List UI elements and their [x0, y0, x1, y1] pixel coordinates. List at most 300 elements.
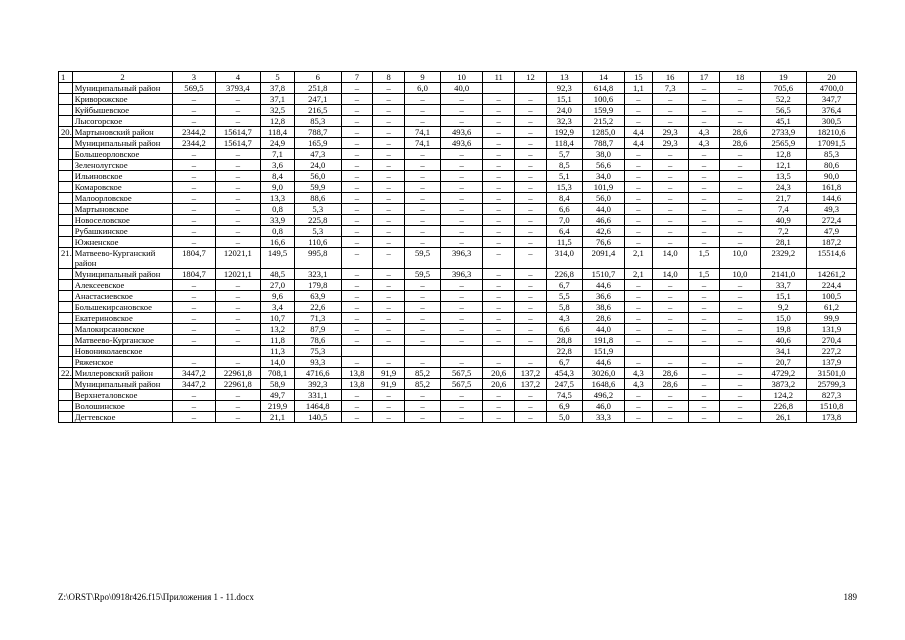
table-cell: 137,9 — [807, 357, 857, 368]
table-cell: – — [515, 160, 547, 171]
table-cell: – — [483, 401, 515, 412]
table-cell: – — [373, 204, 405, 215]
table-cell: – — [215, 390, 261, 401]
table-cell: – — [405, 171, 441, 182]
table-cell: – — [215, 237, 261, 248]
table-cell: – — [173, 357, 215, 368]
table-cell: – — [720, 313, 760, 324]
table-cell: 33,7 — [760, 280, 807, 291]
table-cell: – — [441, 280, 483, 291]
table-cell: – — [215, 401, 261, 412]
table-cell: 2,1 — [625, 269, 653, 280]
table-cell: 85,3 — [294, 116, 341, 127]
table-cell: 8,4 — [546, 193, 582, 204]
table-cell — [59, 324, 73, 335]
table-cell: – — [515, 127, 547, 138]
header-cell: 20 — [807, 72, 857, 83]
table-cell: – — [720, 83, 760, 94]
table-cell: 5,3 — [294, 204, 341, 215]
table-cell: 137,2 — [515, 368, 547, 379]
table-cell: – — [405, 313, 441, 324]
table-cell: – — [652, 171, 688, 182]
table-cell: – — [720, 105, 760, 116]
table-cell: 59,5 — [405, 269, 441, 280]
table-cell: 56,6 — [582, 160, 624, 171]
table-cell: – — [341, 105, 373, 116]
table-cell: – — [173, 302, 215, 313]
table-cell: – — [215, 280, 261, 291]
table-cell: 7,3 — [652, 83, 688, 94]
table-cell: – — [652, 313, 688, 324]
table-cell: 21. — [59, 248, 73, 269]
row-label: Лысогорское — [72, 116, 173, 127]
table-cell: 9,2 — [760, 302, 807, 313]
table-cell: 173,8 — [807, 412, 857, 423]
table-cell: – — [405, 280, 441, 291]
table-cell: – — [173, 412, 215, 423]
table-cell: – — [688, 412, 720, 423]
table-cell: – — [483, 226, 515, 237]
table-cell: – — [688, 193, 720, 204]
table-cell: 216,5 — [294, 105, 341, 116]
table-cell: – — [441, 237, 483, 248]
table-cell: – — [373, 357, 405, 368]
table-cell: – — [441, 226, 483, 237]
table-cell: – — [652, 280, 688, 291]
table-cell: – — [341, 313, 373, 324]
table-cell: – — [173, 149, 215, 160]
table-cell: 93,3 — [294, 357, 341, 368]
table-cell: 28,6 — [652, 368, 688, 379]
table-cell: 392,3 — [294, 379, 341, 390]
table-cell: – — [441, 160, 483, 171]
table-cell: – — [688, 390, 720, 401]
table-cell: 1510,7 — [582, 269, 624, 280]
table-cell: 33,9 — [261, 215, 295, 226]
table-cell: – — [441, 149, 483, 160]
table-cell: 19,8 — [760, 324, 807, 335]
table-cell: – — [483, 291, 515, 302]
table-cell: – — [373, 412, 405, 423]
header-cell: 4 — [215, 72, 261, 83]
table-cell: – — [341, 171, 373, 182]
table-cell: – — [373, 116, 405, 127]
header-cell: 16 — [652, 72, 688, 83]
table-cell: – — [341, 335, 373, 346]
table-cell: 226,8 — [760, 401, 807, 412]
table-row — [59, 302, 857, 313]
table-cell: – — [688, 116, 720, 127]
table-cell: 26,1 — [760, 412, 807, 423]
table-cell: – — [688, 204, 720, 215]
table-cell: – — [173, 105, 215, 116]
table-cell: – — [483, 215, 515, 226]
table-cell: – — [441, 302, 483, 313]
table-cell: – — [652, 291, 688, 302]
table-cell: – — [405, 412, 441, 423]
table-cell: 247,1 — [294, 94, 341, 105]
header-cell: 10 — [441, 72, 483, 83]
row-label: Матвеево-Курганское — [72, 335, 173, 346]
table-cell: 3873,2 — [760, 379, 807, 390]
table-cell — [59, 193, 73, 204]
table-row — [59, 182, 857, 193]
table-row — [59, 105, 857, 116]
table-cell: – — [373, 171, 405, 182]
header-cell: 14 — [582, 72, 624, 83]
table-cell: 2,1 — [625, 248, 653, 269]
table-cell: 8,4 — [261, 171, 295, 182]
table-cell: 17091,5 — [807, 138, 857, 149]
table-cell: 827,3 — [807, 390, 857, 401]
table-cell: – — [341, 248, 373, 269]
header-row — [59, 72, 857, 83]
table-cell: 1804,7 — [173, 248, 215, 269]
table-cell: 20,7 — [760, 357, 807, 368]
table-cell: 124,2 — [760, 390, 807, 401]
table-cell: 15514,6 — [807, 248, 857, 269]
table-row — [59, 390, 857, 401]
table-cell: 12021,1 — [215, 269, 261, 280]
table-cell: – — [373, 313, 405, 324]
table-cell: – — [625, 335, 653, 346]
table-cell: 2733,9 — [760, 127, 807, 138]
table-cell: – — [215, 412, 261, 423]
header-cell: 13 — [546, 72, 582, 83]
table-cell: 493,6 — [441, 138, 483, 149]
table-cell: 40,0 — [441, 83, 483, 94]
table-cell: – — [441, 401, 483, 412]
table-cell — [59, 335, 73, 346]
table-cell: – — [720, 412, 760, 423]
table-cell: – — [625, 116, 653, 127]
table-cell: 24,3 — [760, 182, 807, 193]
table-cell: – — [720, 215, 760, 226]
table-cell: – — [441, 204, 483, 215]
table-cell: 46,0 — [582, 401, 624, 412]
header-cell: 6 — [294, 72, 341, 83]
table-cell: – — [405, 94, 441, 105]
table-cell: – — [173, 182, 215, 193]
table-cell: 22961,8 — [215, 368, 261, 379]
table-cell: 32,3 — [546, 116, 582, 127]
table-cell — [625, 346, 653, 357]
table-cell: 4700,0 — [807, 83, 857, 94]
table-cell: 27,0 — [261, 280, 295, 291]
table-cell: 52,2 — [760, 94, 807, 105]
table-cell: 2091,4 — [582, 248, 624, 269]
table-cell: – — [173, 215, 215, 226]
table-cell: 1,1 — [625, 83, 653, 94]
table-cell: 151,9 — [582, 346, 624, 357]
table-row — [59, 193, 857, 204]
table-cell — [652, 346, 688, 357]
table-cell: 705,6 — [760, 83, 807, 94]
table-cell: 28,6 — [582, 313, 624, 324]
header-cell: 19 — [760, 72, 807, 83]
table-cell: 91,9 — [373, 368, 405, 379]
table-cell: – — [688, 291, 720, 302]
table-cell: 47,3 — [294, 149, 341, 160]
table-cell: 13,2 — [261, 324, 295, 335]
table-cell: 75,3 — [294, 346, 341, 357]
row-label: Муниципальный район — [72, 269, 173, 280]
table-cell: 76,6 — [582, 237, 624, 248]
table-cell: – — [483, 127, 515, 138]
header-cell: 12 — [515, 72, 547, 83]
table-cell: – — [688, 302, 720, 313]
table-cell: – — [515, 313, 547, 324]
table-cell: 10,0 — [720, 269, 760, 280]
table-cell: – — [441, 324, 483, 335]
table-cell: 32,5 — [261, 105, 295, 116]
table-cell: – — [373, 193, 405, 204]
table-cell — [173, 346, 215, 357]
header-cell: 17 — [688, 72, 720, 83]
table-cell: – — [483, 302, 515, 313]
table-cell: – — [405, 116, 441, 127]
table-cell — [59, 302, 73, 313]
table-cell: – — [215, 302, 261, 313]
table-cell: 191,8 — [582, 335, 624, 346]
table-row — [59, 291, 857, 302]
table-cell: 118,4 — [546, 138, 582, 149]
table-cell: – — [652, 193, 688, 204]
table-cell — [59, 237, 73, 248]
table-cell: – — [373, 160, 405, 171]
table-cell: 179,8 — [294, 280, 341, 291]
table-cell: – — [625, 105, 653, 116]
header-cell: 8 — [373, 72, 405, 83]
table-cell: – — [173, 313, 215, 324]
table-cell: – — [173, 390, 215, 401]
table-cell: 788,7 — [582, 138, 624, 149]
table-cell: – — [405, 149, 441, 160]
table-cell: – — [688, 226, 720, 237]
table-cell: – — [373, 94, 405, 105]
table-cell: 131,9 — [807, 324, 857, 335]
table-cell: – — [441, 291, 483, 302]
table-cell: 44,6 — [582, 280, 624, 291]
table-cell: 63,9 — [294, 291, 341, 302]
table-cell: – — [720, 291, 760, 302]
table-cell — [59, 160, 73, 171]
table-cell: – — [515, 193, 547, 204]
table-cell — [59, 215, 73, 226]
table-cell: – — [652, 160, 688, 171]
table-row — [59, 313, 857, 324]
table-cell: – — [215, 324, 261, 335]
table-cell: – — [441, 116, 483, 127]
table-row — [59, 171, 857, 182]
row-label: Муниципальный район — [72, 379, 173, 390]
table-cell: – — [720, 237, 760, 248]
table-cell: – — [173, 160, 215, 171]
row-label: Алексеевское — [72, 280, 173, 291]
table-cell: – — [341, 291, 373, 302]
table-cell: – — [720, 324, 760, 335]
table-cell: 2141,0 — [760, 269, 807, 280]
table-cell: 4,3 — [688, 138, 720, 149]
table-cell: 85,3 — [807, 149, 857, 160]
table-cell: 496,2 — [582, 390, 624, 401]
table-cell: – — [215, 335, 261, 346]
table-cell: – — [720, 335, 760, 346]
header-cell: 3 — [173, 72, 215, 83]
table-cell: 28,8 — [546, 335, 582, 346]
table-cell: 28,1 — [760, 237, 807, 248]
table-cell: 3,4 — [261, 302, 295, 313]
table-cell: – — [173, 335, 215, 346]
table-cell: 44,6 — [582, 357, 624, 368]
table-cell: – — [373, 182, 405, 193]
table-cell: – — [173, 116, 215, 127]
table-cell: – — [441, 215, 483, 226]
table-cell: 159,9 — [582, 105, 624, 116]
table-cell: – — [483, 335, 515, 346]
table-cell: 13,5 — [760, 171, 807, 182]
table-cell: – — [341, 138, 373, 149]
table-cell: – — [341, 269, 373, 280]
table-cell — [59, 105, 73, 116]
table-cell: – — [373, 280, 405, 291]
table-cell: 9,6 — [261, 291, 295, 302]
row-label: Анастасиевское — [72, 291, 173, 302]
table-cell: 24,0 — [294, 160, 341, 171]
table-cell: 9,0 — [261, 182, 295, 193]
table-cell: – — [173, 204, 215, 215]
table-row — [59, 324, 857, 335]
table-cell: 78,6 — [294, 335, 341, 346]
table-cell: – — [515, 412, 547, 423]
table-cell — [59, 83, 73, 94]
table-row — [59, 215, 857, 226]
table-cell: – — [441, 390, 483, 401]
row-label: Большеорловское — [72, 149, 173, 160]
table-cell: – — [720, 379, 760, 390]
table-cell: – — [625, 357, 653, 368]
table-cell — [59, 149, 73, 160]
table-cell: 247,5 — [546, 379, 582, 390]
table-cell: 3793,4 — [215, 83, 261, 94]
table-cell: 59,5 — [405, 248, 441, 269]
table-cell: – — [373, 215, 405, 226]
table-cell: 90,0 — [807, 171, 857, 182]
table-cell: 15,3 — [546, 182, 582, 193]
table-cell — [59, 269, 73, 280]
table-cell: – — [373, 149, 405, 160]
table-cell: – — [405, 302, 441, 313]
table-cell: 12,8 — [261, 116, 295, 127]
table-cell: 6,4 — [546, 226, 582, 237]
table-cell: – — [652, 94, 688, 105]
table-cell — [59, 116, 73, 127]
table-cell: – — [720, 116, 760, 127]
table-cell: – — [405, 193, 441, 204]
table-cell — [59, 346, 73, 357]
table-cell: 187,2 — [807, 237, 857, 248]
table-cell: – — [483, 269, 515, 280]
table-cell: – — [483, 94, 515, 105]
table-cell: – — [341, 324, 373, 335]
table-cell — [59, 280, 73, 291]
table-cell: 3,6 — [261, 160, 295, 171]
table-cell: – — [215, 182, 261, 193]
file-path: Z:\ORST\Rpo\0918r426.f15\Приложения 1 - 11.docx — [58, 592, 254, 602]
table-cell: – — [515, 138, 547, 149]
table-cell — [59, 94, 73, 105]
table-cell: – — [373, 127, 405, 138]
table-cell: 15614,7 — [215, 138, 261, 149]
table-cell: – — [652, 149, 688, 160]
table-cell: – — [720, 357, 760, 368]
header-cell: 15 — [625, 72, 653, 83]
table-cell: – — [441, 105, 483, 116]
table-cell: – — [688, 324, 720, 335]
table-cell: – — [625, 313, 653, 324]
table-cell: 16,6 — [261, 237, 295, 248]
table-cell — [59, 291, 73, 302]
table-cell: 59,9 — [294, 182, 341, 193]
table-cell: 37,1 — [261, 94, 295, 105]
table-cell: 5,5 — [546, 291, 582, 302]
table-cell: – — [215, 193, 261, 204]
table-cell: – — [515, 237, 547, 248]
table-cell: – — [652, 302, 688, 313]
table-cell: 13,8 — [341, 368, 373, 379]
table-row — [59, 160, 857, 171]
table-cell: – — [173, 226, 215, 237]
table-cell: 28,6 — [720, 127, 760, 138]
table-cell: 7,4 — [760, 204, 807, 215]
table-cell: – — [625, 94, 653, 105]
table-cell: – — [483, 116, 515, 127]
table-cell: 47,9 — [807, 226, 857, 237]
table-cell: – — [483, 171, 515, 182]
table-cell: 227,2 — [807, 346, 857, 357]
table-cell: – — [341, 94, 373, 105]
table-cell: – — [441, 182, 483, 193]
table-row — [59, 269, 857, 280]
table-cell: 192,9 — [546, 127, 582, 138]
table-cell — [59, 390, 73, 401]
table-cell: 0,8 — [261, 204, 295, 215]
table-cell: 165,9 — [294, 138, 341, 149]
table-cell: – — [652, 182, 688, 193]
table-cell: – — [215, 226, 261, 237]
table-cell — [59, 182, 73, 193]
table-cell: – — [405, 237, 441, 248]
table-cell: 396,3 — [441, 269, 483, 280]
row-label: Криворожское — [72, 94, 173, 105]
table-cell: 6,7 — [546, 280, 582, 291]
table-cell: – — [720, 149, 760, 160]
table-cell: – — [483, 390, 515, 401]
table-cell: 45,1 — [760, 116, 807, 127]
table-cell — [59, 401, 73, 412]
table-cell: 101,9 — [582, 182, 624, 193]
table-cell: – — [215, 94, 261, 105]
table-cell: – — [441, 313, 483, 324]
table-cell: – — [515, 390, 547, 401]
table-cell: 567,5 — [441, 368, 483, 379]
table-row — [59, 127, 857, 138]
table-cell: 85,2 — [405, 368, 441, 379]
table-cell: 2344,2 — [173, 127, 215, 138]
table-cell: – — [515, 171, 547, 182]
table-row — [59, 149, 857, 160]
row-label: Муниципальный район — [72, 138, 173, 149]
